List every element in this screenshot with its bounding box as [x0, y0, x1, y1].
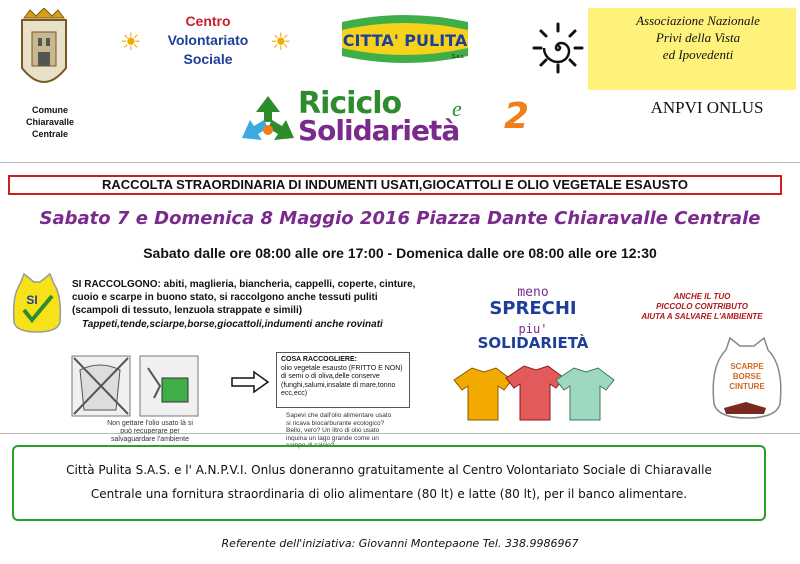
centro-volontariato-logo — [148, 12, 268, 69]
recycle-hands-icon — [236, 92, 300, 148]
riciclo-logo-text: Riciclo — [298, 86, 402, 121]
comune-line3: Centrale — [31, 129, 68, 139]
tappeti-text: Tappeti,tende,sciarpe,borse,giocattoli,indumenti anche rovinati — [82, 319, 383, 330]
associazione-line2: Privi della Vista — [655, 30, 741, 45]
cosa-raccogliere-body: olio vegetale esausto (FRITTO E NON) di semi o di oliva,delle conserve (funghi,salumi,insalate di mare,tonno ecc,ecc) — [281, 364, 403, 397]
centro-line1: Centro — [185, 13, 231, 29]
divider — [0, 162, 800, 163]
donation-line1: Città Pulita S.A.S. e l' A.N.P.V.I. Onlus doneranno gratuitamente al Centro Volontariato Sociale di Chiaravalle — [66, 463, 712, 477]
citta-pulita-mark: S.a.s. — [451, 54, 465, 60]
sun-icon: ☀ — [120, 29, 142, 56]
comune-line1: Comune — [32, 105, 68, 115]
non-gettare-text: Non gettare l'olio usato là si può recuperare per salvaguardare l'ambiente — [107, 420, 193, 443]
piu-text: piu' — [518, 322, 548, 336]
meno-text: meno — [517, 285, 549, 300]
edition-number: 2 — [504, 96, 530, 137]
sprechi-text: SPRECHI — [489, 298, 577, 319]
spiral-sun-icon — [532, 22, 584, 74]
solidarieta-text: SOLIDARIETÀ — [477, 334, 589, 352]
comune-label — [10, 104, 90, 140]
solidarieta-logo-text: Solidarietà — [298, 114, 460, 147]
donation-text — [12, 458, 766, 506]
citta-pulita-text: CITTA' PULITA — [342, 31, 468, 50]
sun-icon: ☀ — [270, 29, 292, 56]
sack-labels — [706, 362, 788, 392]
anche-line1: ANCHE IL TUO — [673, 292, 731, 301]
logo-e: e — [452, 96, 462, 121]
centro-line2: Volontariato — [167, 32, 249, 48]
event-date: Sabato 7 e Domenica 8 Maggio 2016 Piazza Dante Chiaravalle Centrale — [39, 208, 761, 229]
referente-text: Referente dell'iniziativa: Giovanni Montepaone Tel. 338.9986967 — [221, 537, 579, 550]
sack-label-borse: BORSE — [732, 372, 762, 381]
anche-line2: PICCOLO CONTRIBUTO — [656, 302, 748, 311]
cosa-raccogliere-title: COSA RACCOGLIERE: — [281, 356, 357, 363]
sack-label-cinture: CINTURE — [729, 382, 765, 391]
event-hours: Sabato dalle ore 08:00 alle ore 17:00 - Domenica dalle ore 08:00 alle ore 12:30 — [143, 245, 657, 261]
sapevi-text: Sapevi che dall'olio alimentare usato si ricava biocarburante ecologico? Bello, vero? Un litro di olio usato inquina un lago grande come un campo di calcio? — [286, 412, 392, 449]
sack-label-scarpe: SCARPE — [730, 362, 764, 371]
anpvi-label: ANPVI ONLUS — [650, 98, 764, 117]
si-bag-label: SI — [26, 293, 38, 307]
raccolta-banner: RACCOLTA STRAORDINARIA DI INDUMENTI USATI,GIOCATTOLI E OLIO VEGETALE ESAUSTO — [8, 175, 782, 195]
comune-crest-icon — [14, 8, 74, 100]
oil-disposal-illustration — [70, 350, 200, 422]
comune-line2: Chiaravalle — [25, 117, 75, 127]
anche-line3: AIUTA A SALVARE L'AMBIENTE — [641, 312, 763, 321]
centro-line3: Sociale — [183, 51, 233, 67]
divider — [0, 433, 800, 434]
shirts-illustration — [450, 360, 618, 422]
cosa-raccogliere-box — [276, 352, 410, 408]
si-raccolgono-line2: cuoio e scarpe in buono stato, si raccolgono anche tessuti puliti — [72, 292, 378, 303]
associazione-line3: ed Ipovedenti — [662, 47, 734, 62]
si-raccolgono-text — [72, 278, 452, 317]
citta-pulita-logo — [340, 8, 470, 68]
si-bag-icon — [10, 270, 64, 334]
associazione-line1: Associazione Nazionale — [636, 13, 760, 28]
si-raccolgono-line3: (scampoli di tessuto, lenzuola strappate e simili) — [72, 305, 303, 316]
donation-line2: Centrale una fornitura straordinaria di olio alimentare (80 lt) e latte (80 lt), per il banco alimentare. — [90, 487, 688, 501]
associazione-label — [598, 12, 798, 63]
anche-il-tuo-text — [622, 292, 782, 322]
arrow-right-icon — [230, 370, 270, 394]
si-raccolgono-line1: SI RACCOLGONO: abiti, maglieria, biancheria, cappelli, coperte, cinture, — [72, 279, 416, 290]
